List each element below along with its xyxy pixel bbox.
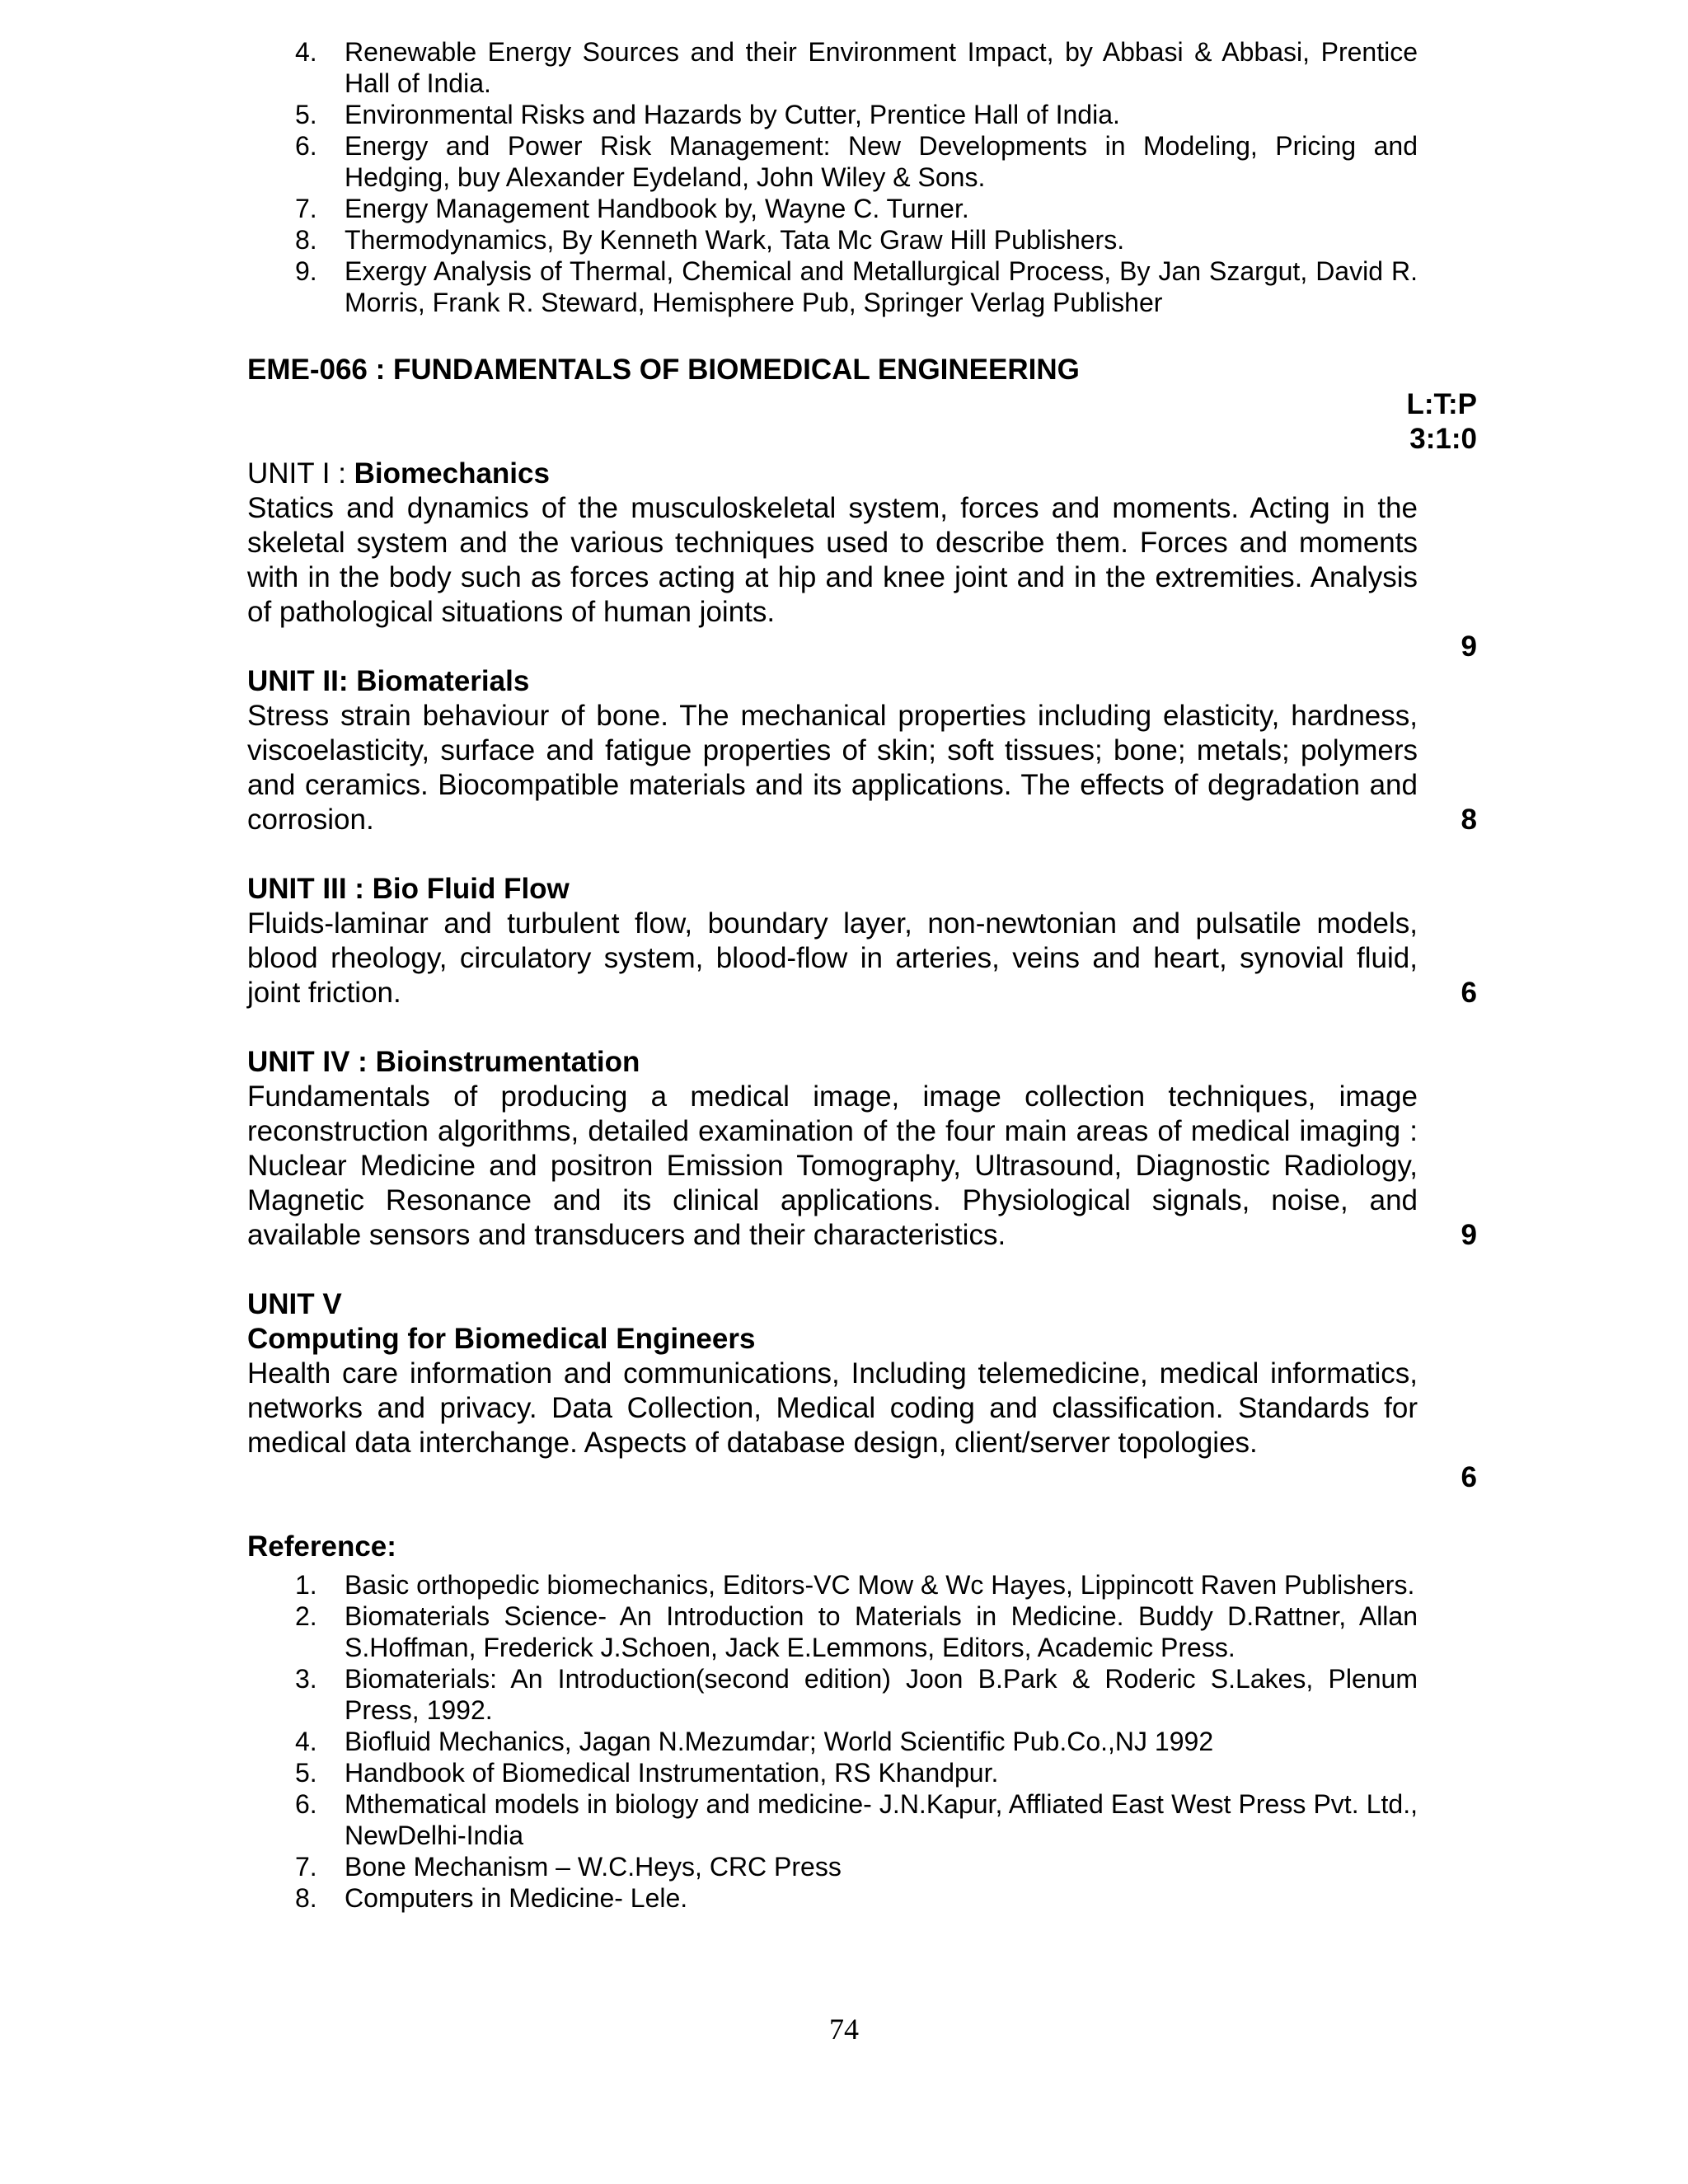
list-item-number: 8. <box>295 1883 317 1913</box>
list-item-number: 5. <box>295 100 317 129</box>
list-item <box>247 1601 1418 1663</box>
unit-heading <box>247 457 1418 491</box>
list-item-text: Energy Management Handbook by, Wayne C. Turner. <box>345 194 969 223</box>
unit-section-2 <box>247 664 1418 837</box>
unit-body: Fluids-laminar and turbulent flow, boundary layer, non-newtonian and pulsatile models, blood rheology, circulatory system, blood-flow in arteries, veins and heart, synovial fluid, joint friction. <box>247 907 1418 1009</box>
unit-section-1 <box>247 457 1418 630</box>
unit-label: UNIT V <box>247 1288 342 1320</box>
list-item <box>247 224 1418 255</box>
unit-name: Biomaterials <box>356 665 530 697</box>
unit-section-3 <box>247 872 1418 1010</box>
list-item-text: Renewable Energy Sources and their Environment Impact, by Abbasi & Abbasi, Prentice Hall of India. <box>345 37 1418 98</box>
list-item-text: Biomaterials Science- An Introduction to Materials in Medicine. Buddy D.Rattner, Allan S.Hoffman, Frederick J.Schoen, Jack E.Lemmons, Editors, Academic Press. <box>345 1601 1418 1662</box>
unit-hours-2: 8 <box>1461 804 1477 836</box>
unit-label: UNIT II: <box>247 665 357 697</box>
list-item-text: Computers in Medicine- Lele. <box>345 1883 688 1913</box>
list-item-number: 4. <box>295 37 317 67</box>
list-item-text: Basic orthopedic biomechanics, Editors-VC Mow & Wc Hayes, Lippincott Raven Publishers. <box>345 1570 1415 1600</box>
unit-name: Bioinstrumentation <box>375 1046 640 1078</box>
page-number: 74 <box>829 2013 859 2046</box>
unit-section-4 <box>247 1045 1418 1253</box>
unit-body: Health care information and communications, Including telemedicine, medical informatics, networks and privacy. Data Collection, Medical coding and classification. Standards for medical data interchange. Aspects of database design, client/server topologies. <box>247 1357 1418 1459</box>
list-item-number: 8. <box>295 225 317 255</box>
list-item <box>247 1882 1418 1914</box>
unit-section-5 <box>247 1287 1418 1460</box>
unit-heading <box>247 1045 1418 1080</box>
list-item-text: Exergy Analysis of Thermal, Chemical and Metallurgical Process, By Jan Szargut, David R. Morris, Frank R. Steward, Hemisphere Pub, Springer Verlag Publisher <box>345 256 1418 317</box>
list-item-number: 1. <box>295 1570 317 1600</box>
unit-hours-3: 6 <box>1461 977 1477 1009</box>
list-item <box>247 1663 1418 1726</box>
list-item-number: 2. <box>295 1601 317 1631</box>
unit-body: Statics and dynamics of the musculoskeletal system, forces and moments. Acting in the skeletal system and the various techniques used to describe them. Forces and moments with in the body such as forces acting at hip and knee joint and in the extremities. Analysis of pathological situations of human joints. <box>247 492 1418 628</box>
ltp-value: 3:1:0 <box>1409 423 1477 455</box>
unit-name: Computing for Biomedical Engineers <box>247 1323 756 1355</box>
list-item-text: Mthematical models in biology and medicine- J.N.Kapur, Affliated East West Press Pvt. Ltd., NewDelhi-India <box>345 1789 1418 1850</box>
list-item <box>247 1788 1418 1851</box>
list-item-text: Biomaterials: An Introduction(second edition) Joon B.Park & Roderic S.Lakes, Plenum Press, 1992. <box>345 1664 1418 1725</box>
list-item-number: 5. <box>295 1758 317 1788</box>
list-item-number: 6. <box>295 131 317 161</box>
list-item <box>247 99 1418 130</box>
list-item <box>247 130 1418 193</box>
unit-heading <box>247 664 1418 699</box>
list-item-text: Energy and Power Risk Management: New Developments in Modeling, Pricing and Hedging, buy Alexander Eydeland, John Wiley & Sons. <box>345 131 1418 192</box>
list-item-text: Handbook of Biomedical Instrumentation, RS Khandpur. <box>345 1758 999 1788</box>
list-item-text: Thermodynamics, By Kenneth Wark, Tata Mc Graw Hill Publishers. <box>345 225 1125 255</box>
unit-body: Fundamentals of producing a medical image, image collection techniques, image reconstruction algorithms, detailed examination of the four main areas of medical imaging : Nuclear Medicine and positron Emission Tomography, Ultrasound, Diagnostic Radiology, Magnetic Resonance and its clinical applications. Physiological signals, noise, and available sensors and transducers and their characteristics. <box>247 1080 1418 1251</box>
unit-heading <box>247 872 1418 907</box>
unit-hours-5: 6 <box>1461 1461 1477 1493</box>
reference-list <box>247 1569 1418 1914</box>
unit-label: UNIT I : <box>247 457 354 490</box>
reference-heading: Reference: <box>247 1530 396 1563</box>
ltp-label: L:T:P <box>1406 388 1477 420</box>
list-item-text: Biofluid Mechanics, Jagan N.Mezumdar; World Scientific Pub.Co.,NJ 1992 <box>345 1727 1214 1756</box>
list-item-text: Environmental Risks and Hazards by Cutter, Prentice Hall of India. <box>345 100 1120 129</box>
list-item-number: 4. <box>295 1727 317 1756</box>
unit-hours-4: 9 <box>1461 1219 1477 1251</box>
list-item <box>247 1851 1418 1882</box>
list-item-number: 7. <box>295 194 317 223</box>
list-item <box>247 193 1418 224</box>
continued-reference-list <box>247 36 1418 318</box>
list-item <box>247 1726 1418 1757</box>
unit-name: Biomechanics <box>354 457 550 490</box>
unit-label: UNIT IV : <box>247 1046 376 1078</box>
list-item-number: 7. <box>295 1852 317 1882</box>
list-item <box>247 1569 1418 1601</box>
unit-name: Bio Fluid Flow <box>372 873 570 905</box>
list-item <box>247 36 1418 99</box>
unit-body: Stress strain behaviour of bone. The mechanical properties including elasticity, hardness, viscoelasticity, surface and fatigue properties of skin; soft tissues; bone; metals; polymers and ceramics. Biocompatible materials and its applications. The effects of degradation and corrosion. <box>247 700 1418 836</box>
list-item-text: Bone Mechanism – W.C.Heys, CRC Press <box>345 1852 842 1882</box>
list-item-number: 9. <box>295 256 317 286</box>
list-item-number: 6. <box>295 1789 317 1819</box>
list-item <box>247 255 1418 318</box>
unit-label: UNIT III : <box>247 873 373 905</box>
list-item <box>247 1757 1418 1788</box>
course-title: EME-066 : FUNDAMENTALS OF BIOMEDICAL ENGINEERING <box>247 354 1080 386</box>
list-item-number: 3. <box>295 1664 317 1694</box>
unit-hours-1: 9 <box>1461 630 1477 663</box>
